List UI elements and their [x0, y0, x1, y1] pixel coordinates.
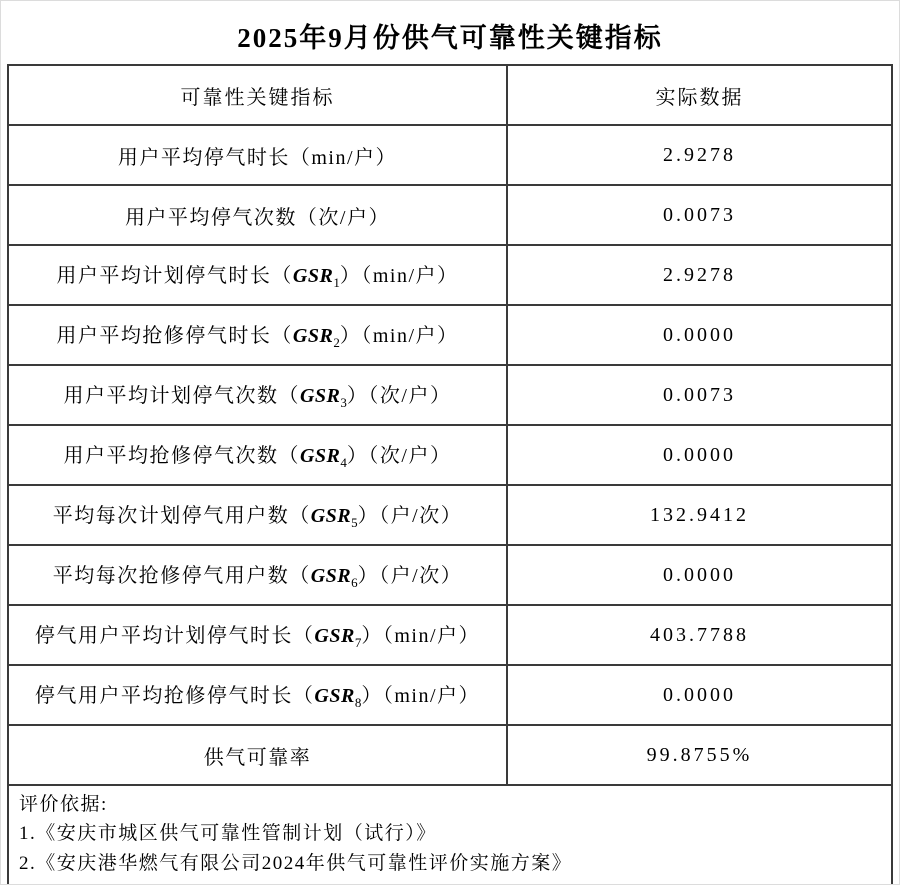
indicator-label: 用户平均计划停气时长$(GSR_1)(\min/$户） — [8, 245, 507, 305]
indicator-label: 平均每次抢修停气用户数$(GSR_6)$（户/次） — [8, 545, 507, 605]
header-indicator-column: 可靠性关键指标 — [8, 65, 507, 125]
page-title: 2025年9月份供气可靠性关键指标 — [237, 23, 663, 53]
indicator-value: 0.0000 — [507, 305, 892, 365]
header-value-column: 实际数据 — [507, 65, 892, 125]
gsr-subscript: 5 — [351, 515, 358, 530]
evaluation-basis-cell — [8, 785, 892, 885]
table-row — [8, 125, 892, 185]
indicator-label: 停气用户平均计划停气时长$(GSR_7)(\min/$户） — [8, 605, 507, 665]
kpi-table — [7, 64, 893, 885]
gsr-symbol: GSR — [299, 445, 341, 467]
indicator-value: 0.0073 — [507, 185, 892, 245]
gsr-subscript: 4 — [340, 455, 347, 470]
table-row — [8, 425, 892, 485]
table-row — [8, 185, 892, 245]
table-row — [8, 305, 892, 365]
indicator-value: 99.8755% — [507, 725, 892, 785]
indicator-label: 用户平均抢修停气时长$(GSR_2)(\min/$户） — [8, 305, 507, 365]
gsr-symbol: GSR — [292, 265, 334, 287]
indicator-label: 用户平均停气次数（次/户） — [8, 185, 507, 245]
indicator-label: 平均每次计划停气用户数$(GSR_5)$（户/次） — [8, 485, 507, 545]
gsr-subscript: 6 — [351, 575, 358, 590]
indicator-label: 用户平均计划停气次数$(GSR_3)$（次/户） — [8, 365, 507, 425]
table-row — [8, 725, 892, 785]
table-row — [8, 365, 892, 425]
gsr-symbol: GSR — [314, 625, 355, 647]
table-row — [8, 545, 892, 605]
gsr-symbol: GSR — [299, 385, 341, 407]
indicator-value: 403.7788 — [507, 605, 892, 665]
gsr-subscript: 8 — [354, 695, 362, 710]
gsr-subscript: 3 — [340, 395, 347, 410]
table-row — [8, 665, 892, 725]
gsr-symbol: GSR — [310, 565, 352, 587]
table-head — [8, 65, 892, 125]
table-row — [8, 245, 892, 305]
indicator-value: 0.0000 — [507, 665, 892, 725]
gsr-subscript: 2 — [333, 335, 340, 350]
header-row — [8, 65, 892, 125]
evaluation-basis-item-2: 2.《安庆港华燃气有限公司2024年供气可靠性评价实施方案》 — [19, 852, 573, 874]
table-row — [8, 605, 892, 665]
evaluation-basis-heading: 评价依据: — [19, 794, 108, 815]
evaluation-basis-item-1: 1.《安庆市城区供气可靠性管制计划（试行）》 — [19, 823, 437, 845]
table-body — [8, 125, 892, 785]
indicator-value: 0.0000 — [507, 425, 892, 485]
indicator-label: 供气可靠率 — [8, 725, 507, 785]
indicator-value: 0.0000 — [507, 545, 892, 605]
indicator-value: 0.0073 — [507, 365, 892, 425]
footer-row — [8, 785, 892, 885]
table-row — [8, 485, 892, 545]
indicator-label: 停气用户平均抢修停气时长$(GSR_8)(\min/$户） — [8, 665, 507, 725]
gsr-subscript: 7 — [354, 635, 362, 650]
table-foot — [8, 785, 892, 885]
gsr-subscript: 1 — [333, 275, 340, 290]
indicator-value: 132.9412 — [507, 485, 892, 545]
indicator-value: 2.9278 — [507, 245, 892, 305]
gsr-symbol: GSR — [292, 325, 334, 347]
gsr-symbol: GSR — [314, 685, 355, 707]
indicator-value: 2.9278 — [507, 125, 892, 185]
indicator-label: 用户平均停气时长（min/户） — [8, 125, 507, 185]
gsr-symbol: GSR — [310, 505, 352, 527]
indicator-label: 用户平均抢修停气次数$(GSR_4)$（次/户） — [8, 425, 507, 485]
